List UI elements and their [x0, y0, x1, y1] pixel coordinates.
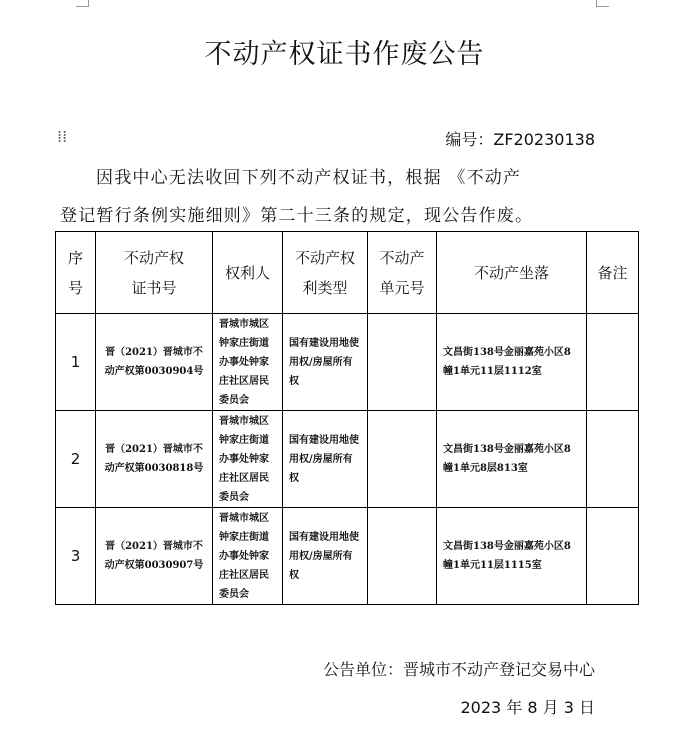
- location-text: 文昌街138号金丽嘉苑小区8幢1单元11层1112室: [443, 347, 571, 377]
- row-unit-no: [368, 508, 437, 605]
- header-location-label: 不动产坐落: [473, 263, 549, 282]
- header-remark-label: 备注: [597, 263, 628, 282]
- row-owner: [213, 508, 283, 605]
- issue-date: 2023 年 8 月 3 日: [460, 698, 595, 717]
- page-corner-mark-left: [76, 0, 89, 7]
- owner-text: 晋城市城区钟家庄街道办事处钟家庄社区居民委员会: [219, 318, 269, 406]
- document-number: 编号：ZF20230138: [445, 130, 595, 149]
- header-cert-no-label: 不动产权证书号: [123, 248, 184, 297]
- row-right-type: [283, 411, 368, 508]
- issuing-organization: 公告单位：晋城市不动产登记交易中心: [322, 660, 595, 679]
- table-row: [56, 508, 639, 605]
- table-row: [56, 411, 639, 508]
- right-type-text: 国有建设用地使用权/房屋所有权: [289, 434, 359, 484]
- row-location: [437, 508, 587, 605]
- drag-handle-icon[interactable]: ⁞⁞: [57, 127, 68, 146]
- row-cert-no: [96, 411, 213, 508]
- row-remark: [587, 411, 639, 508]
- row-right-type: [283, 314, 368, 411]
- header-owner-label: 权利人: [224, 263, 270, 282]
- page-title: 不动产权证书作废公告: [204, 39, 485, 70]
- header-cert-no: [96, 232, 213, 314]
- cert-no-text: 晋（2021）晋城市不动产权第0030907号: [104, 541, 204, 571]
- page-corner-mark-right: [596, 0, 609, 7]
- row-unit-no: [368, 314, 437, 411]
- owner-text: 晋城市城区钟家庄街道办事处钟家庄社区居民委员会: [219, 415, 269, 503]
- header-right-type: [283, 232, 368, 314]
- row-seq: 3: [56, 508, 96, 605]
- row-remark: [587, 314, 639, 411]
- row-owner: [213, 411, 283, 508]
- cert-no-text: 晋（2021）晋城市不动产权第0030904号: [104, 347, 204, 377]
- location-text: 文昌街138号金丽嘉苑小区8幢1单元11层1115室: [443, 541, 571, 571]
- row-remark: [587, 508, 639, 605]
- cert-no-text: 晋（2021）晋城市不动产权第0030818号: [104, 444, 204, 474]
- owner-text: 晋城市城区钟家庄街道办事处钟家庄社区居民委员会: [219, 512, 269, 600]
- row-location: [437, 314, 587, 411]
- header-seq-label: 序号: [67, 248, 83, 297]
- header-unit-no: [368, 232, 437, 314]
- right-type-text: 国有建设用地使用权/房屋所有权: [289, 531, 359, 581]
- header-seq: [56, 232, 96, 314]
- header-right-type-label: 不动产权利类型: [294, 248, 355, 297]
- header-unit-no-label: 不动产单元号: [379, 248, 425, 297]
- body-paragraph-line-2: 登记暂行条例实施细则》第二十三条的规定，现公告作废。: [60, 206, 534, 226]
- row-right-type: [283, 508, 368, 605]
- row-seq: 2: [56, 411, 96, 508]
- row-location: [437, 411, 587, 508]
- right-type-text: 国有建设用地使用权/房屋所有权: [289, 337, 359, 387]
- table-row: [56, 314, 639, 411]
- header-remark: [587, 232, 639, 314]
- header-location: [437, 232, 587, 314]
- row-seq: 1: [56, 314, 96, 411]
- row-owner: [213, 314, 283, 411]
- header-owner: [213, 232, 283, 314]
- table-header-row: [56, 232, 639, 314]
- row-cert-no: [96, 508, 213, 605]
- location-text: 文昌街138号金丽嘉苑小区8幢1单元8层813室: [443, 444, 571, 474]
- row-unit-no: [368, 411, 437, 508]
- body-paragraph-line-1: 因我中心无法收回下列不动产权证书，根据 《不动产: [96, 168, 522, 188]
- row-cert-no: [96, 314, 213, 411]
- certificate-table: [55, 231, 639, 605]
